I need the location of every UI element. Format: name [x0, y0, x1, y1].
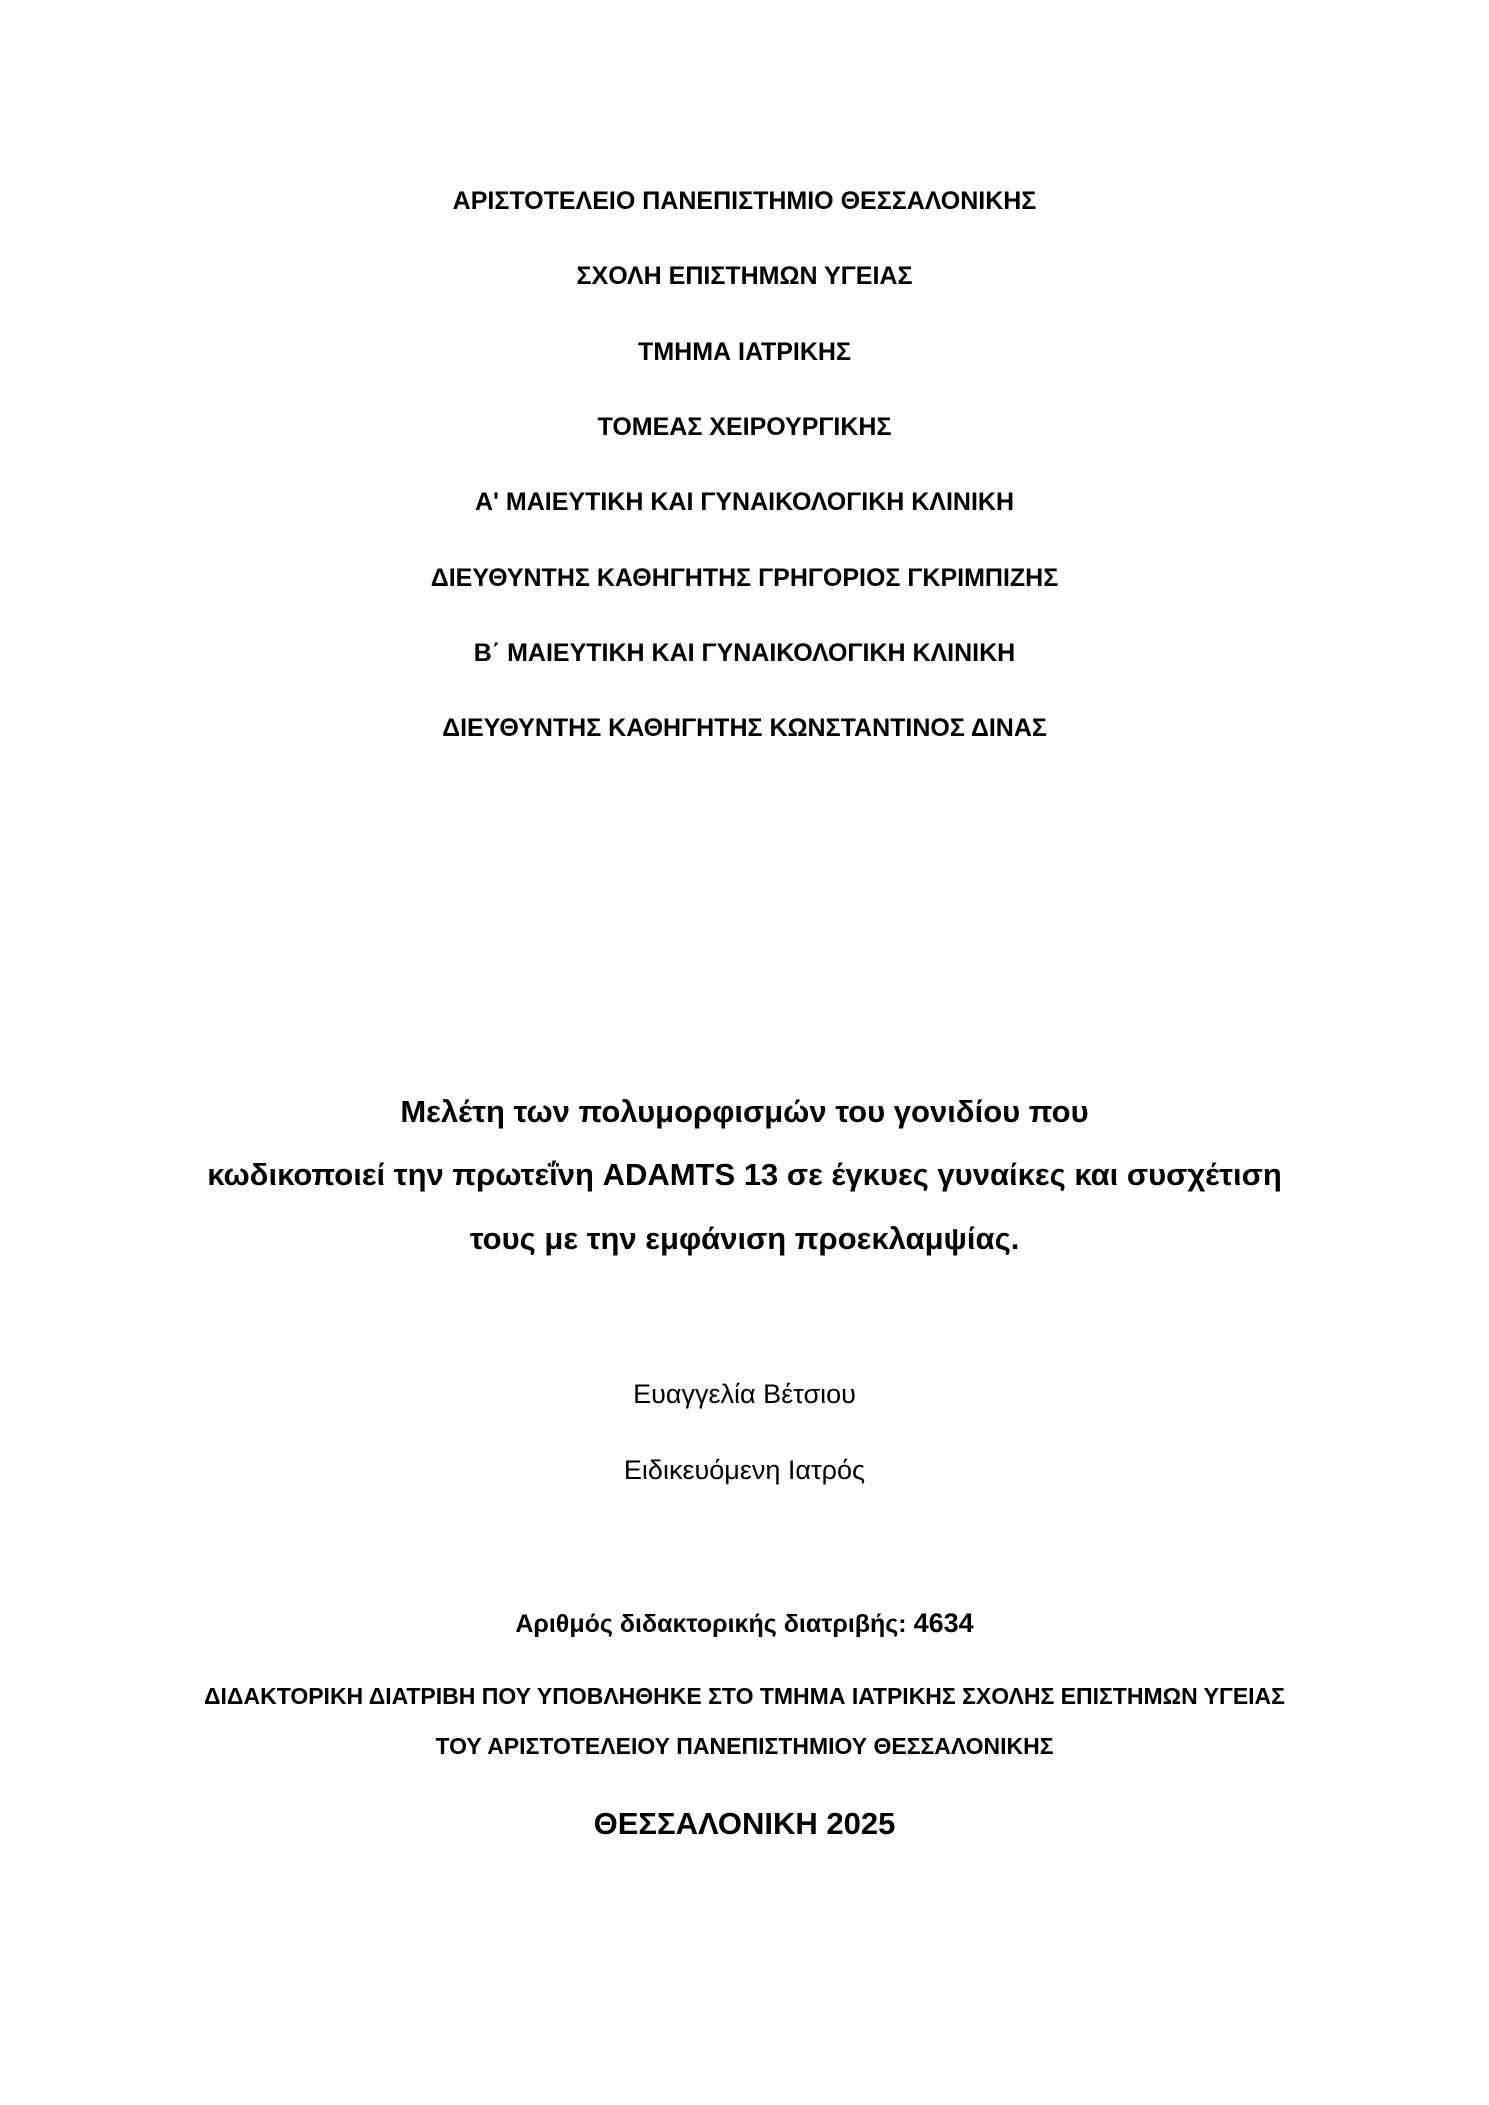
thesis-number-label: Αριθμός διδακτορικής διατριβής:: [515, 1610, 907, 1638]
department-name: ΤΜΗΜΑ ΙΑΤΡΙΚΗΣ: [638, 338, 851, 366]
submission-statement-line-1: ΔΙΔΑΚΤΟΡΙΚΗ ΔΙΑΤΡΙΒΗ ΠΟΥ ΥΠΟΒΛΗΘΗΚΕ ΣΤΟ ΤΜΗΜΑ ΙΑΤΡΙΚΗΣ ΣΧΟΛΗΣ ΕΠΙΣΤΗΜΩΝ ΥΓΕΙΑΣ: [204, 1683, 1285, 1709]
place-and-year: ΘΕΣΣΑΛΟΝΙΚΗ 2025: [593, 1806, 896, 1841]
thesis-title-line-3: τους με την εμφάνιση προεκλαμψίας.: [469, 1221, 1020, 1256]
author-role: Ειδικευόμενη Ιατρός: [623, 1455, 866, 1485]
submission-statement-line-2: ΤΟΥ ΑΡΙΣΤΟΤΕΛΕΙΟΥ ΠΑΝΕΠΙΣΤΗΜΙΟΥ ΘΕΣΣΑΛΟΝΙΚΗΣ: [435, 1733, 1054, 1759]
clinic-a-director: ΔΙΕΥΘΥΝΤΗΣ ΚΑΘΗΓΗΤΗΣ ΓΡΗΓΟΡΙΟΣ ΓΚΡΙΜΠΙΖΗΣ: [430, 564, 1059, 592]
thesis-title-line-1: Μελέτη των πολυμορφισμών του γονιδίου που: [400, 1094, 1089, 1129]
thesis-number-value: 4634: [913, 1608, 974, 1638]
thesis-title-line-2: κωδικοποιεί την πρωτεΐνη ADAMTS 13 σε έγκυες γυναίκες και συσχέτιση: [207, 1157, 1282, 1192]
clinic-b-director: ΔΙΕΥΘΥΝΤΗΣ ΚΑΘΗΓΗΤΗΣ ΚΩΝΣΤΑΝΤΙΝΟΣ ΔΙΝΑΣ: [442, 714, 1047, 742]
thesis-number: [0, 1610, 1489, 1637]
school-name: ΣΧΟΛΗ ΕΠΙΣΤΗΜΩΝ ΥΓΕΙΑΣ: [576, 262, 913, 290]
author-name: Ευαγγελία Βέτσιου: [633, 1379, 856, 1409]
university-name: ΑΡΙΣΤΟΤΕΛΕΙΟ ΠΑΝΕΠΙΣΤΗΜΙΟ ΘΕΣΣΑΛΟΝΙΚΗΣ: [452, 187, 1037, 215]
clinic-a-name: Α' ΜΑΙΕΥΤΙΚΗ ΚΑΙ ΓΥΝΑΙΚΟΛΟΓΙΚΗ ΚΛΙΝΙΚΗ: [474, 488, 1015, 516]
sector-name: ΤΟΜΕΑΣ ΧΕΙΡΟΥΡΓΙΚΗΣ: [597, 413, 892, 441]
clinic-b-name: Β΄ ΜΑΙΕΥΤΙΚΗ ΚΑΙ ΓΥΝΑΙΚΟΛΟΓΙΚΗ ΚΛΙΝΙΚΗ: [473, 639, 1016, 667]
